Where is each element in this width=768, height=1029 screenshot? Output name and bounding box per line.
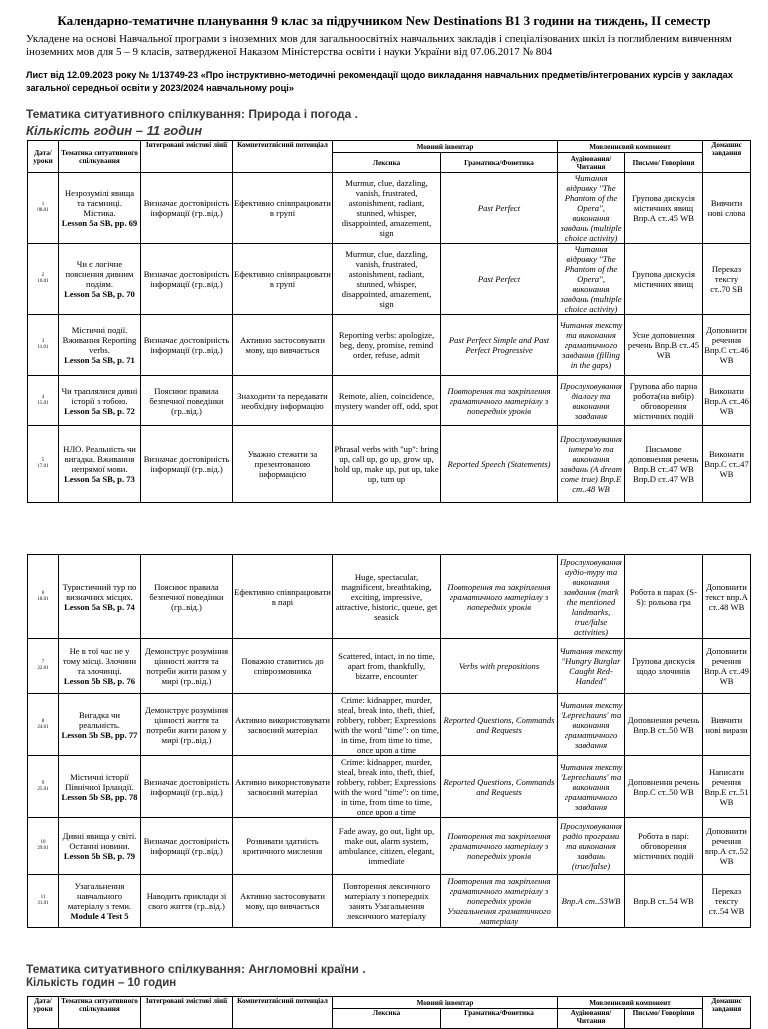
grammar-text: Verbs with prepositions	[458, 661, 540, 671]
col-header-theme: Тематика ситуативного спілкування	[59, 997, 141, 1029]
cell-grammar	[441, 756, 558, 818]
audio-reading-text: Прослуховування аудіо-туру та виконання завдання (mark the mentioned landmarks, true/false activities)	[560, 556, 622, 637]
cell-homework	[703, 555, 751, 639]
page-subtitle: Укладене на основі Навчальної програми з іноземних мов для загальноосвітніх навчальних закладів і спеціалізованих шкіл із поглибленим вивченням іноземних мов для 5 – 9 класів, затвердженої Наказом Міністерства освіти і науки України від 07.06.2017 № 804	[26, 33, 732, 58]
writing-speaking-text: Впр.В ст..54 WB	[633, 896, 694, 906]
writing-speaking-text: Робота в парах (S-S): рольова гра	[630, 586, 697, 607]
lesson-date: 25.01	[37, 786, 49, 792]
cell-homework	[703, 818, 751, 875]
integrated-line: Визначає достовірність інформації (гр..від.)	[143, 269, 230, 289]
cell-grammar	[441, 426, 558, 503]
table-row	[28, 875, 751, 928]
table-row	[28, 818, 751, 875]
cell-grammar	[441, 244, 558, 315]
lesson-reference: Lesson 5b SB, p. 79	[63, 851, 136, 861]
lesson-number: 3	[41, 339, 45, 344]
cell-homework	[703, 173, 751, 244]
cell-theme	[59, 376, 141, 426]
cell-writing	[625, 244, 703, 315]
cell-grammar	[441, 818, 558, 875]
audio-reading-text: Читання тексту "Hungry Burglar Caught Red-Handed"	[559, 646, 623, 686]
cell-audio	[558, 426, 625, 503]
lesson-number: 10	[40, 840, 46, 845]
lesson-theme: Містичні історії Північної Ірландії.	[65, 771, 134, 792]
cell-grammar	[441, 173, 558, 244]
lesson-number: 9	[41, 780, 45, 786]
cell-writing	[625, 694, 703, 756]
lesson-reference: Lesson 5a SB, p. 71	[64, 355, 135, 365]
col-header-speech: Мовленнєвий компонент	[558, 997, 703, 1009]
cell-audio	[558, 875, 625, 928]
lexis-text: Murmur, clue, dazzling, vanish, frustrated, astonishment, radiant, stunned, whisper, disappointed, amazement, sign	[341, 249, 432, 309]
homework-text: Доповнити речення Впр.С ст..46 WB	[704, 325, 749, 365]
cell-date	[28, 639, 59, 694]
cell-lexis	[333, 426, 441, 503]
competence-text: Ефективно співпрацювати в групі	[234, 198, 331, 218]
lesson-reference: Lesson 5b SB, pp. 78	[61, 791, 138, 802]
lesson-number: 7	[41, 660, 45, 665]
col-header-integrated: Інтегровані змістові лінії	[141, 997, 233, 1029]
lexis-text: Crime: kidnapper, murder, steal, break into, theft, thief, robbery, robber; Expressions with the word "time": on time, in time, from time to time, once upon a time	[334, 694, 439, 755]
cell-competence	[233, 818, 333, 875]
lesson-theme: Чи траплялися дивні історії з тобою.	[61, 385, 138, 406]
competence-text: Ефективно співпрацювати в групі	[234, 269, 331, 289]
cell-lexis	[333, 555, 441, 639]
cell-integrated	[141, 639, 233, 694]
lesson-reference: Lesson 5b SB, pp. 77	[61, 729, 138, 740]
cell-theme	[59, 875, 141, 928]
cell-integrated	[141, 315, 233, 376]
table-row	[28, 555, 751, 639]
cell-date	[28, 376, 59, 426]
lesson-theme: Незрозумілі явища та таємниці. Містика.	[64, 188, 135, 218]
table-row	[28, 694, 751, 756]
cell-date	[28, 244, 59, 315]
cell-audio	[558, 639, 625, 694]
lesson-theme: Дивні явища у світі. Останні новини.	[62, 831, 137, 851]
lesson-plan-table	[27, 140, 751, 503]
cell-competence	[233, 244, 333, 315]
lesson-plan-table-2	[27, 996, 751, 1029]
cell-audio	[558, 315, 625, 376]
cell-date	[28, 875, 59, 928]
lesson-reference: Lesson 5a SB, p. 74	[64, 601, 135, 612]
audio-reading-text: Читання відривку "The Phantom of the Opera", виконання завдань (multiple choice activity)	[560, 173, 622, 243]
cell-writing	[625, 639, 703, 694]
col-header-inventory: Мовний інвентар	[333, 997, 558, 1009]
cell-lexis	[333, 694, 441, 756]
cell-integrated	[141, 426, 233, 503]
cell-competence	[233, 376, 333, 426]
audio-reading-text: Читання тексту 'Leprechauns' та виконання граматичного завдання	[559, 699, 623, 750]
competence-text: Активно застосовувати мову, що вивчається	[240, 891, 325, 911]
cell-writing	[625, 173, 703, 244]
col-header-lexis: Лексика	[333, 153, 441, 173]
col-header-lexis: Лексика	[333, 1009, 441, 1029]
lesson-theme: Туристичний тур по визначних місцях.	[62, 581, 137, 602]
grammar-text: Повторення та закріплення граматичного матеріалу з попередніх уроків	[447, 385, 551, 416]
lesson-theme: Вигадка чи реальність.	[79, 709, 120, 730]
lesson-number: 4	[41, 394, 45, 400]
lexis-text: Повторення лексичного матеріалу з попередніх занять Узагальнення лексичного матеріалу	[343, 881, 430, 921]
integrated-line: Демонструє розуміння цінності життя та потреби жити разом у мирі (гр..від.)	[144, 646, 229, 686]
homework-text: Доповнити речення впр.А ст..52 WB	[704, 826, 749, 866]
cell-lexis	[333, 875, 441, 928]
cell-grammar	[441, 639, 558, 694]
grammar-text: Повторення та закріплення граматичного матеріалу з попередніх уроків	[447, 581, 551, 612]
table-row	[28, 639, 751, 694]
writing-speaking-text: Групова або парна робота(на вибір) обговорення містичних подій	[629, 380, 698, 421]
writing-speaking-text: Доповнення речень Впр.В ст..50 WB	[627, 714, 700, 735]
cell-integrated	[141, 818, 233, 875]
lesson-date: 17.01	[37, 464, 49, 469]
competence-text: Знаходити та передавати необхідну інформацію	[237, 390, 328, 411]
cell-date	[28, 694, 59, 756]
cell-date	[28, 315, 59, 376]
integrated-line: Визначає достовірність інформації (гр..від.)	[143, 335, 230, 355]
col-header-speech: Мовленнєвий компонент	[558, 141, 703, 153]
col-header-grammar: Граматика/Фонетика	[441, 1009, 558, 1029]
page-title: Календарно-тематичне планування 9 клас за підручником New Destinations B1 3 години на тиждень, ІІ семестр	[57, 13, 711, 28]
lesson-number: 11	[40, 895, 46, 900]
table-row	[28, 315, 751, 376]
cell-audio	[558, 756, 625, 818]
competence-text: Активно використовувати засвоєний матеріал	[234, 776, 331, 797]
lesson-theme: НЛО. Реальність чи вигадка. Вживання непрямої мови.	[63, 444, 136, 474]
lesson-number: 2	[41, 273, 45, 278]
writing-speaking-text: Письмове доповнення речень Впр.В ст..47 WB Впр.D ст..47 WB	[628, 444, 699, 484]
lexis-text: Fade away, go out, light up, make out, alarm system, ambulance, citizen, elegant, immediate	[338, 826, 435, 866]
integrated-line: Демонструє розуміння цінності життя та потреби жити разом у мирі (гр..від.)	[144, 704, 229, 745]
lesson-theme: Чи є логічне пояснення дивним подіям.	[65, 259, 134, 289]
integrated-line: Наводить приклади зі свого життя (гр..від.)	[146, 891, 227, 911]
homework-text: Доповнити речення Впр.А ст..49 WB	[704, 646, 749, 686]
col-header-homework: Домашнє завдання	[703, 997, 751, 1029]
homework-text: Написати речення Впр.Е ст..51 WB	[704, 766, 749, 807]
writing-speaking-text: Робота в парі: обговорення містичних подій	[633, 831, 694, 861]
cell-writing	[625, 376, 703, 426]
competence-text: Поважно ставитись до співрозмовника	[241, 656, 324, 676]
col-header-theme: Тематика ситуативного спілкування	[59, 141, 141, 173]
lexis-text: Scattered, intact, in no time, apart from, thankfully, bizarre, encounter	[338, 651, 435, 681]
cell-lexis	[333, 244, 441, 315]
lesson-date: 24.01	[37, 724, 49, 730]
lesson-theme: Містичні події. Вживання Reporting verbs.	[62, 325, 137, 355]
lesson-number: 1	[41, 202, 45, 207]
cell-date	[28, 818, 59, 875]
section-hours-2: Кількість годин – 10 годин	[26, 977, 177, 989]
lesson-date: 10.01	[37, 279, 49, 284]
cell-homework	[703, 244, 751, 315]
cell-lexis	[333, 756, 441, 818]
cell-date	[28, 426, 59, 503]
cell-integrated	[141, 756, 233, 818]
audio-reading-text: Прослуховування радіо програми та виконання завдань (true/false)	[560, 821, 622, 871]
section-topic-2: Тематика ситуативного спілкування: Англомовні країни .	[26, 962, 366, 976]
grammar-text: Повторення та закріплення граматичного матеріалу з попередніх уроків Узагальнення граматичного матеріалу	[447, 876, 551, 926]
homework-text: Переказ тексту ст..54 WB	[708, 886, 745, 916]
section-hours: Кількість годин – 11 годин	[26, 123, 203, 138]
audio-reading-text: Прослуховування діалогу та виконання завдання	[560, 380, 622, 421]
cell-audio	[558, 244, 625, 315]
table-row	[28, 756, 751, 818]
lexis-text: Reporting verbs: apologize, beg, deny, promise, remind order, refuse, admit	[338, 330, 435, 360]
cell-competence	[233, 315, 333, 376]
integrated-line: Пояснює правила безпечної поведінки (гр..від.)	[149, 581, 224, 612]
cell-writing	[625, 756, 703, 818]
cell-writing	[625, 875, 703, 928]
cell-writing	[625, 426, 703, 503]
cell-homework	[703, 376, 751, 426]
cell-date	[28, 173, 59, 244]
cell-audio	[558, 173, 625, 244]
section-topic: Тематика ситуативного спілкування: Природа і погода .	[26, 107, 358, 121]
lesson-reference: Lesson 5a SB, p. 70	[64, 289, 135, 299]
cell-date	[28, 555, 59, 639]
col-header-date: Дата/ уроки	[28, 997, 59, 1029]
cell-theme	[59, 639, 141, 694]
cell-homework	[703, 426, 751, 503]
table-row	[28, 426, 751, 503]
integrated-line: Визначає достовірність інформації (гр..від.)	[143, 836, 230, 856]
audio-reading-text: Читання тексту та виконання граматичного завдання (filling in the gaps)	[559, 320, 623, 370]
grammar-text: Reported Speech (Statements)	[447, 459, 551, 469]
col-header-homework: Домашнє завдання	[703, 141, 751, 173]
cell-theme	[59, 694, 141, 756]
grammar-text: Past Perfect	[477, 203, 521, 213]
col-header-writing: Письмо/ Говоріння	[625, 153, 703, 173]
cell-integrated	[141, 376, 233, 426]
cell-writing	[625, 315, 703, 376]
writing-speaking-text: Усне доповнення речень Впр.В ст..45 WB	[627, 330, 700, 360]
cell-theme	[59, 555, 141, 639]
integrated-line: Визначає достовірність інформації (гр..від.)	[143, 776, 230, 797]
cell-lexis	[333, 818, 441, 875]
audio-reading-text: Читання тексту 'Leprechauns' та виконання граматичного завдання	[559, 761, 623, 812]
col-header-date: Дата/ уроки	[28, 141, 59, 173]
lesson-number: 8	[41, 718, 45, 724]
competence-text: Ефективно співпрацювати в парі	[234, 586, 331, 607]
cell-competence	[233, 555, 333, 639]
ministry-letter-reference: Лист від 12.09.2023 року № 1/13749-23 «Про інструктивно-методичні рекомендації щодо викладання навчальних предметів/інтегрованих курсів у закладах загальної середньої освіти у 2023/2024 навчальному році»	[26, 70, 733, 93]
cell-writing	[625, 555, 703, 639]
audio-reading-text: Прослуховування інтерв'ю та виконання завдань (A dream come true) Впр.Е ст..48 WB	[560, 434, 622, 494]
cell-homework	[703, 315, 751, 376]
cell-homework	[703, 639, 751, 694]
cell-competence	[233, 426, 333, 503]
lexis-text: Remote, alien, coincidence, mystery wander off, odd, spot	[335, 390, 438, 411]
cell-homework	[703, 756, 751, 818]
lesson-date: 18.01	[37, 596, 49, 602]
col-header-audio: Аудіювання/ Читання	[558, 153, 625, 173]
lesson-reference: Lesson 5a SB, p. 72	[64, 405, 135, 416]
cell-lexis	[333, 315, 441, 376]
table-row	[28, 244, 751, 315]
competence-text: Активно використовувати засвоєний матеріал	[234, 714, 331, 735]
lesson-number: 5	[41, 458, 45, 463]
cell-competence	[233, 756, 333, 818]
col-header-competence: Компетентнісний потенціал	[233, 997, 333, 1029]
lesson-reference: Lesson 5b SB, p. 76	[63, 676, 136, 686]
col-header-competence: Компетентнісний потенціал	[233, 141, 333, 173]
homework-text: Вивчити нові вирази	[705, 714, 748, 735]
table-row	[28, 376, 751, 426]
cell-audio	[558, 376, 625, 426]
writing-speaking-text: Групова дискусія містичних явищ Впр.А ст..45 WB	[632, 193, 696, 223]
cell-theme	[59, 426, 141, 503]
col-header-audio: Аудіювання/ Читання	[558, 1009, 625, 1029]
cell-audio	[558, 555, 625, 639]
audio-reading-text: Впр.А ст..53WB	[561, 896, 621, 906]
grammar-text: Past Perfect Simple and Past Perfect Progressive	[448, 335, 550, 355]
lesson-date: 11.01	[37, 345, 49, 350]
col-header-grammar: Граматика/Фонетика	[441, 153, 558, 173]
lesson-date: 08.01	[37, 208, 49, 213]
homework-text: Доповнити текст впр.А ст..48 WB	[705, 581, 748, 612]
grammar-text: Past Perfect	[477, 274, 521, 284]
cell-grammar	[441, 555, 558, 639]
cell-theme	[59, 756, 141, 818]
cell-competence	[233, 173, 333, 244]
grammar-text: Reported Questions, Commands and Requests	[443, 776, 555, 797]
cell-lexis	[333, 639, 441, 694]
col-header-integrated: Інтегровані змістові лінії	[141, 141, 233, 173]
audio-reading-text: Читання відривку "The Phantom of the Opera", виконання завдань (multiple choice activity)	[560, 244, 622, 314]
lesson-date: 22.01	[37, 666, 49, 671]
cell-integrated	[141, 875, 233, 928]
lesson-date: 15.01	[37, 400, 49, 406]
lesson-reference: Lesson 5a SB, p. 73	[64, 474, 135, 484]
homework-text: Вивчити нові слова	[707, 198, 746, 218]
table-row	[28, 173, 751, 244]
writing-speaking-text: Групова дискусія містичних явищ	[632, 269, 696, 289]
lexis-text: Phrasal verbs with "up": bring up, call up, go up, grow up, hold up, make up, put up, take up, turn up	[334, 444, 439, 484]
cell-audio	[558, 694, 625, 756]
competence-text: Активно застосовувати мову, що вивчається	[240, 335, 325, 355]
lesson-plan-table-continued	[27, 554, 751, 928]
cell-lexis	[333, 173, 441, 244]
lexis-text: Crime: kidnapper, murder, steal, break into, theft, thief, robbery, robber; Expressions with the word "time": on time, in time, from time to time, once upon a time	[334, 756, 439, 817]
cell-grammar	[441, 315, 558, 376]
col-header-writing: Письмо/ Говоріння	[625, 1009, 703, 1029]
cell-theme	[59, 818, 141, 875]
cell-audio	[558, 818, 625, 875]
cell-competence	[233, 694, 333, 756]
lesson-date: 29.01	[37, 846, 49, 851]
cell-competence	[233, 875, 333, 928]
writing-speaking-text: Групова дискусія щодо злочинів	[631, 656, 695, 676]
homework-text: Виконати Впр.С ст..47 WB	[704, 449, 749, 479]
cell-theme	[59, 173, 141, 244]
cell-integrated	[141, 555, 233, 639]
lexis-text: Murmur, clue, dazzling, vanish, frustrated, astonishment, radiant, stunned, whisper, disappointed, amazement, sign	[341, 178, 432, 238]
grammar-text: Повторення та закріплення граматичного матеріалу з попередніх уроків	[447, 831, 551, 861]
cell-grammar	[441, 376, 558, 426]
integrated-line: Пояснює правила безпечної поведінки (гр..від.)	[149, 385, 224, 416]
cell-theme	[59, 315, 141, 376]
lexis-text: Huge, spectacular, magnificent, breathtaking, exciting, impressive, attractive, historic, queue, get seasick	[335, 571, 438, 622]
lesson-theme: Узагальнення навчального матеріалу з теми.	[67, 881, 132, 911]
integrated-line: Визначає достовірність інформації (гр..від.)	[143, 454, 230, 474]
lesson-reference: Module 4 Test 5	[70, 911, 129, 921]
cell-date	[28, 756, 59, 818]
homework-text: Виконати Впр.А ст..46 WB	[704, 385, 749, 416]
cell-homework	[703, 694, 751, 756]
cell-writing	[625, 818, 703, 875]
grammar-text: Reported Questions, Commands and Requests	[443, 714, 555, 735]
competence-text: Уважно стежити за презентованою інформацією	[247, 449, 318, 479]
cell-integrated	[141, 173, 233, 244]
lesson-number: 6	[41, 590, 45, 596]
cell-grammar	[441, 875, 558, 928]
homework-text: Переказ тексту ст..70 SB	[710, 264, 743, 294]
competence-text: Розвивати здатність критичного мислення	[242, 836, 323, 856]
cell-competence	[233, 639, 333, 694]
cell-grammar	[441, 694, 558, 756]
lesson-date: 31.01	[37, 901, 49, 906]
lesson-theme: Не в тої час не у тому місці. Злочини та злочинці.	[62, 646, 137, 676]
integrated-line: Визначає достовірність інформації (гр..від.)	[143, 198, 230, 218]
cell-lexis	[333, 376, 441, 426]
cell-homework	[703, 875, 751, 928]
cell-integrated	[141, 244, 233, 315]
lesson-reference: Lesson 5a SB, pp. 69	[61, 218, 138, 228]
cell-integrated	[141, 694, 233, 756]
writing-speaking-text: Доповнення речень Впр.С ст..50 WB	[627, 776, 700, 797]
cell-theme	[59, 244, 141, 315]
col-header-inventory: Мовний інвентар	[333, 141, 558, 153]
